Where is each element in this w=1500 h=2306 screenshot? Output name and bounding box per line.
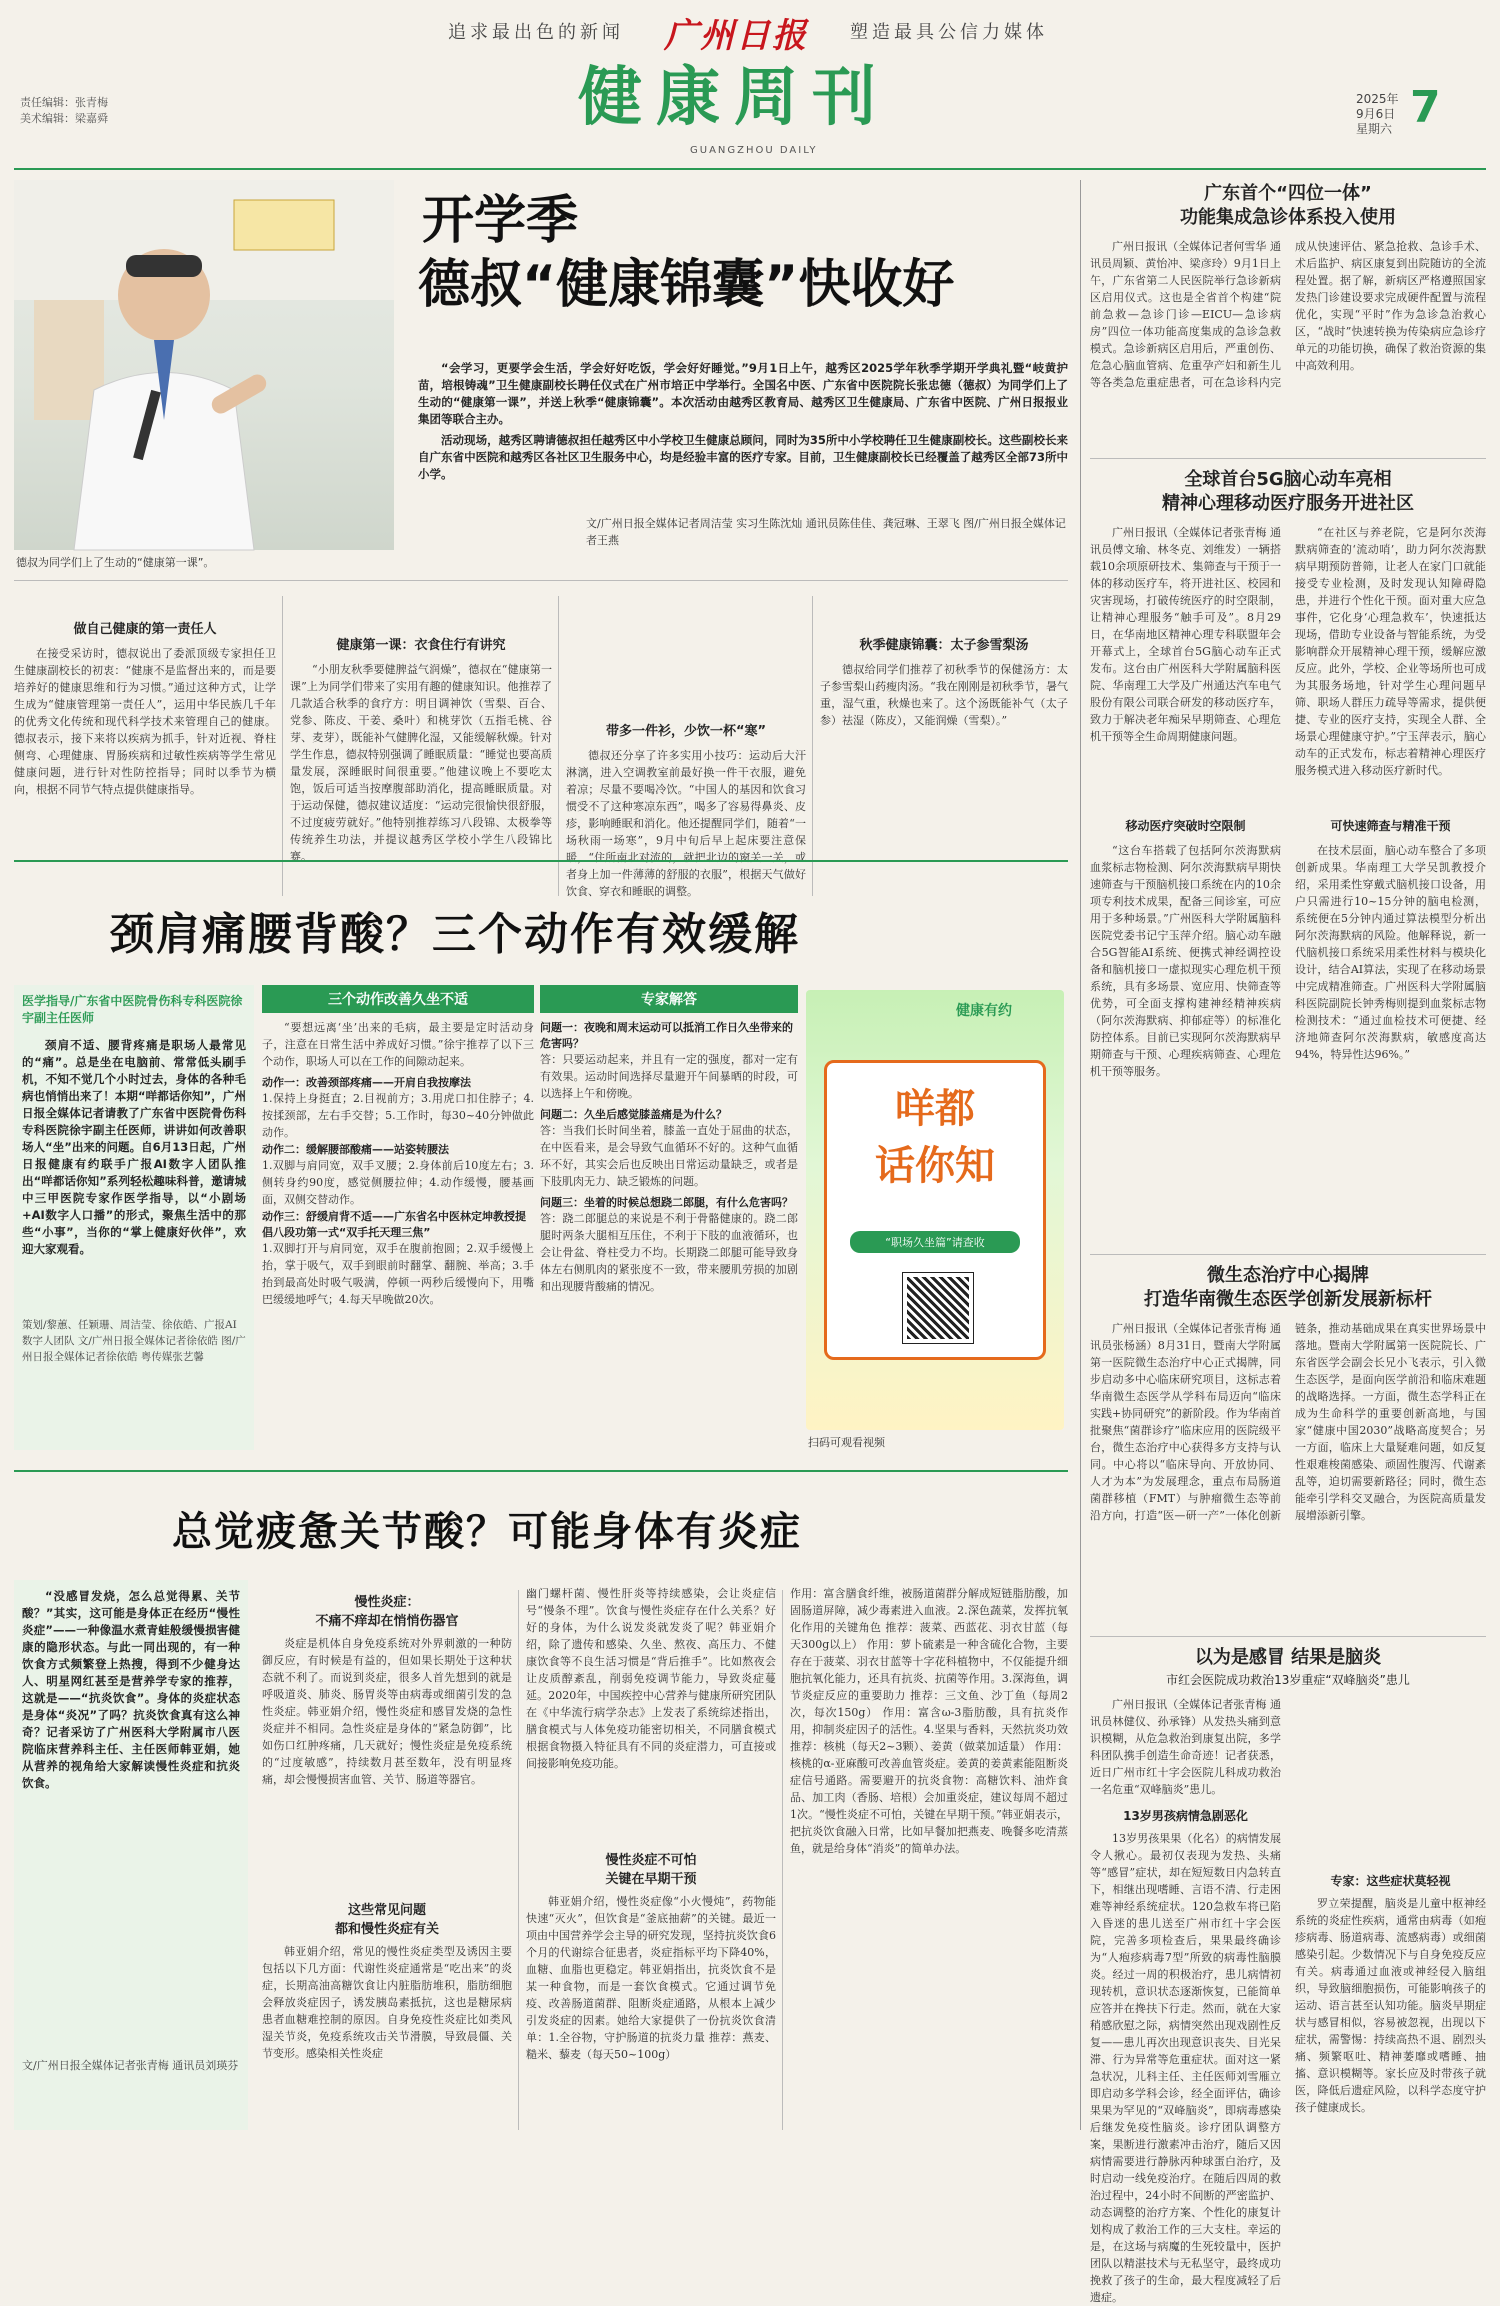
section-title: 健康周刊 xyxy=(578,60,890,135)
neck-sidebar xyxy=(14,985,254,1450)
actions-intro: “要想远离‘坐’出来的毛病，最主要是定时活动身子，注意在日常生活中养成好习惯。”徐宇推荐了以下三个动作，职场人可以在工作的间隙动起来。 xyxy=(262,1021,534,1068)
joint-col-2 xyxy=(526,1585,776,2135)
slogan-right: 塑造最具公信力媒体 xyxy=(850,22,1048,43)
speaker-illustration xyxy=(14,180,394,550)
brief-text: 广州日报讯（全媒体记者张青梅 通讯员傅文瑜、林冬克、刘维发）一辆搭载10余项原研技术、集筛查与干预于一体的移动医疗车，将开进社区、校园和灾害现场，打破传统医疗的时空限制，让精神心理服务“触手可及”。8月29日，在华南地区精神心理专科联盟年会开幕式上，全球首台5G脑心动车正式发布。这台由广州医科大学附属脑科医院、华南理工大学及广州通达汽车电气股份有限公司联合研发的移动医疗车，致力于解决老年痴呆早期筛查、心理危机干预等全生命周期健康问题。 xyxy=(1090,526,1281,743)
neck-guide: 医学指导/广东省中医院骨伤科专科医院徐宇副主任医师 xyxy=(22,994,243,1025)
brief-4 xyxy=(1090,1646,1486,2304)
joint-col-3 xyxy=(790,1585,1068,2135)
lead-section-text: 在接受采访时，德叔说出了委派顶级专家担任卫生健康副校长的初衷：“健康不是监督出来的，而是要培养好的健康思维和行为习惯。”通过这种方式，让学生成为“健康管理第一责任人”，运用中华民族几千年的优秀文化传统和现代科学技术来管理自己的健康。德叔表示，接下来将以疾病为抓手，针对近视、脊柱侧弯、心理健康、胃肠疾病和过敏性疾病等学生常见健康问题，进行针对性防控指导；同时以季节为横向，根据不同节气特点提供健康指导。 xyxy=(14,647,276,796)
poster-caption: 扫码可观看视频 xyxy=(808,1436,885,1449)
lead-section-3 xyxy=(566,590,806,898)
joint-section-head: 这些常见问题 都和慢性炎症有关 xyxy=(334,1903,439,1937)
neck-credits: 策划/黎蕙、任颖珊、周洁莹、徐依皓、广报AI数字人团队 文/广州日报全媒体记者徐依皓 图/广州日报全媒体记者徐依皓 粤传媒张艺馨 xyxy=(22,1319,246,1363)
masthead-rule xyxy=(14,168,1486,170)
poster-badge: 健康有约 xyxy=(956,1003,1012,1019)
editor-credit xyxy=(20,95,108,127)
joint-section-text: 作用：富含膳食纤维，被肠道菌群分解成短链脂肪酸，加固肠道屏障，减少毒素进入血液。2.深色蔬菜，发挥抗氧化作用的关键角色 推荐：菠菜、西蓝花、羽衣甘蓝（每天300g以上） 作用：萝卜硫素是一种含硫化合物，主要存在于菠菜、羽衣甘蓝等十字花科植物中，不仅能提升细胞抗氧化能力，还具有抗炎、抗菌等作用。3.深海鱼，调节炎症反应的重要助力 推荐：三文鱼、沙丁鱼（每周2次，每次150g） 作用：富含ω-3脂肪酸，具有抗炎作用，抑制炎症因子的活性。4.坚果与香料，天然抗炎功效 推荐：核桃（每天2~3颗）、姜黄（做菜加适量） 作用：核桃的α-亚麻酸可改善血管炎症。姜黄的姜黄素能阻断炎症信号通路。需要避开的抗炎食物：高糖饮料、油炸食品、加工肉（香肠、培根）会加重炎症，建议每周不超过1次。“慢性炎症不可怕，关键在早期干预。”韩亚娟表示，把抗炎饮食融入日常，比如早餐加把燕麦、晚餐多吃清蒸鱼，就是给身体“消炎”的简单办法。 xyxy=(790,1587,1068,1855)
joint-sidebar xyxy=(14,1580,248,2130)
joint-section-text: 韩亚娟介绍，慢性炎症像“小火慢炖”，药物能快速“灭火”，但饮食是“釜底抽薪”的关键。最近一项由中国营养学会主导的研究发现，坚持抗炎饮食6个月的代谢综合征患者，炎症指标平均下降40%，血糖、血脂也更稳定。韩亚娟指出，抗炎饮食不是某一种食物，而是一套饮食模式。它通过调节免疫、改善肠道菌群、阻断炎症通路，从根本上减少引发炎症的因素。她给大家提供了一份抗炎饮食清单：1.全谷物，守护肠道的抗炎力量 推荐：燕麦、糙米、藜麦（每天50~100g） xyxy=(526,1895,776,2061)
video-poster xyxy=(806,990,1064,1430)
neck-title: 颈肩痛腰背酸？三个动作有效缓解 xyxy=(110,909,800,960)
qa-answer: 答：跷二郎腿总的来说是不利于骨骼健康的。跷二郎腿时两条大腿相互压住，不利于下肢的血液循环，也会让骨盆、脊柱受力不均。长期跷二郎腿可能导致身体左右侧肌肉的紧张度不一致，带来腰肌劳损的加剧和出现腰背酸痛的情况。 xyxy=(540,1212,798,1293)
joint-section-head: 慢性炎症： 不痛不痒却在悄悄伤器官 xyxy=(315,1595,459,1629)
brief-2 xyxy=(1090,468,1486,1248)
brief-title-line1: 全球首台5G脑心动车亮相 xyxy=(1184,469,1392,490)
column-divider xyxy=(558,596,559,896)
action-steps: 1.双脚打开与肩同宽，双手在腹前抱圆；2.双手缓慢上抬，掌于吸气，双手到眼前时翻掌、翻腕、举高；3.手抬到最高处时吸气吸满，停顿一两秒后缓慢向下，用嘴巴缓缓地呼气；4.每天早晚做20次。 xyxy=(262,1242,534,1306)
qa-question: 问题三：坐着的时候总想跷二郎腿，有什么危害吗？ xyxy=(540,1196,793,1209)
brief-text: “在社区与养老院，它是阿尔茨海默病筛查的‘流动哨’，助力阿尔茨海默病早期预防普筛，让老人在家门口就能接受专业检测，及时发现认知障碍隐患，并进行个性化干预。面对重大应急事件，它化身‘心理急救车’，快速抵达现场，借助专业设备与智能系统，为受影响群众开展精神心理干预，缓解应激反应。此外，学校、企业等场所也可成为其服务场地，针对学生心理问题早筛、职场人群压力疏导等需求，提供便捷、专业的医疗支持，实现全人群、全场景心理健康守护。”宁玉萍表示，脑心动车的正式发布，标志着精神心理医疗服务模式进入移动医疗新时代。 xyxy=(1295,526,1486,777)
joint-section-text: 炎症是机体自身免疫系统对外界刺激的一种防御反应，有时候是有益的，但如果长期处于这种状态就不利了。而说到炎症，很多人首先想到的就是呼吸道炎、肺炎、肠胃炎等由病毒或细菌引发的急性炎症。韩亚娟介绍，慢性炎症和感冒发烧的急性炎症并不相同。急性炎症是身体的“紧急防御”，比如伤口红肿疼痛，几天就好；慢性炎症是免疫系统的“过度敏感”，持续数月甚至数年，没有明显疼痛，却会慢慢损害血管、关节、肠道等器官。 xyxy=(262,1637,512,1786)
brief-title-line1: 微生态治疗中心揭牌 xyxy=(1207,1265,1369,1286)
lead-section-head: 秋季健康锦囊：太子参雪梨汤 xyxy=(859,638,1029,653)
column-divider xyxy=(282,596,283,896)
logo-english: GUANGZHOU DAILY xyxy=(690,145,818,156)
brief-text: 广州日报讯（全媒体记者张青梅 通讯员张杨涵）8月31日，暨南大学附属第一医院微生态治疗中心正式揭牌，同步启动多中心临床研究项目，这标志着华南微生态医学从学科布局迈向“临床实践+协同研究”的新阶段。作为华南首批聚焦“菌群诊疗”临床应用的医院级平台，微生态治疗中心获得多方支持与认同。中心将以“临床导向、开放协同、人才为本”为发展理念，重点布局肠道菌群移植（FMT）与肿瘤微生态等前沿方向，打造“医—研一产”一体化创新链条，推动基础成果在真实世界场景中落地。暨南大学附属第一医院院长、广东省医学会副会长兄小飞表示，引入微生态医学，是面向医学前沿和临床难题的战略选择。一方面，微生态学科正在成为生命科学的重要创新高地，与国家“健康中国2030”战略高度契合；另一方面，临床上大量疑难问题，如反复性艰难梭菌感染、顽固性腹泻、代谢紊乱等，迫切需要新路径；同时，微生态能牵引学科交叉融合，为医院高质量发展增添新引擎。 xyxy=(1090,1322,1486,1522)
brief-title-line2: 打造华南微生态医学创新发展新标杆 xyxy=(1144,1289,1432,1310)
actions-column xyxy=(262,985,534,1450)
brief-divider xyxy=(1090,458,1486,459)
column-divider xyxy=(518,1590,519,2130)
lead-title-line1: 开学季 xyxy=(422,191,579,251)
lead-section-2 xyxy=(290,590,552,895)
lead-byline: 文/广州日报全媒体记者周洁莹 实习生陈沈灿 通讯员陈佳佳、龚冠琳、王翠飞 图/广州日报全媒体记者王燕 xyxy=(586,517,1066,547)
brief-divider xyxy=(1090,1254,1486,1255)
lead-section-text: “小朋友秋季要健脾益气润燥”，德叔在“健康第一课”上为同学们带来了实用有趣的健康知识。他推荐了几款适合秋季的食疗方：明目调神饮（雪梨、百合、党参、陈皮、干姜、桑叶）和桃芽饮（五指毛桃、谷芽、麦芽），既能补气健脾化湿，又能缓解秋燥。针对学生作息，德叔特别强调了睡眠质量：“睡觉也要高质量发展，深睡眠时间很重要。”他建议晚上不要吃太饱，饭后可适当按摩腹部助消化，提高睡眠质量。对于运动保健，德叔建议适度：“运动完很愉快很舒服，不过度疲劳就好。”他特别推荐练习八段锦、太极拳等传统养生功法，并提议越秀区学校小学生八段锦比赛。 xyxy=(290,663,552,863)
column-divider xyxy=(782,1590,783,2130)
brief-text: 13岁男孩果果（化名）的病情发展令人揪心。最初仅表现为发热、头痛等“感冒”症状，却在短短数日内急转直下，相继出现嗜睡、言语不清、行走困难等神经系统症状。120急救车将已陷入昏迷的患儿送至广州市红十字会医院，完善多项检查后，果果最终确诊为“人疱疹病毒7型”所致的病毒性脑膜炎。经过一周的积极治疗，患儿病情初现转机，意识状态逐渐恢复，已能简单应答并在搀扶下行走。然而，就在大家稍感欣慰之际，病情突然出现戏剧性反复——患儿再次出现意识丧失、目光呆滞、行为异常等危重症状。面对这一紧急状况，儿科主任、主任医师刘雪雁立即启动多学科会诊，经全面评估，确诊果果为罕见的“双峰脑炎”，即病毒感染后继发免疫性脑炎。诊疗团队调整方案，果断进行激素冲击治疗，随后又因病情需要进行静脉丙种球蛋白治疗，及时启动一线免疫治疗。在随后四周的救治过程中，24小时不间断的严密监护、动态调整的治疗方案、个性化的康复计划构成了救治工作的三大支柱。幸运的是，在这场与病魔的生死较量中，医护团队以精湛技术与无私坚守，最终成功挽救了孩子的生命，最大程度减轻了后遗症。 xyxy=(1090,1832,1281,2304)
date-weekday: 星期六 xyxy=(1356,122,1393,136)
lead-intro-p1: “会学习，更要学会生活，学会好好吃饭，学会好好睡觉。”9月1日上午，越秀区2025学年秋季学期开学典礼暨“岐黄护苗，培根铸魂”卫生健康副校长聘任仪式在广州市培正中学举行。全国名中医、广东省中医院院长张忠德（德叔）为同学们上了生动的“健康第一课”，并送上秋季“健康锦囊”。本次活动由越秀区教育局、越秀区卫生健康局、广东省中医院、广州日报报业集团等联合主办。 xyxy=(418,361,1068,426)
qa-answer: 答：当我们长时间坐着，膝盖一直处于屈曲的状态，在中医看来，是会导致气血循环不好的。这种气血循环不好，其实会后也反映出日常运动量缺乏，或者是下肢肌肉无力、缺乏锻炼的问题。 xyxy=(540,1124,798,1188)
brief-divider xyxy=(1090,1636,1486,1637)
editor-line: 责任编辑：张青梅 xyxy=(20,96,108,109)
joint-col-1 xyxy=(262,1585,512,2135)
joint-section-text: 韩亚娟介绍，常见的慢性炎症类型及诱因主要包括以下几方面：代谢性炎症通常是“吃出来”的炎症，长期高油高糖饮食让内脏脂肪堆积，脂肪细胞会释放炎症因子，诱发胰岛素抵抗，这也是糖尿病患者血糖难控制的原因。自身免疫性炎症比如类风湿关节炎，免疫系统攻击关节滑膜，导致晨僵、关节变形。感染相关性炎症 xyxy=(262,1945,512,2060)
photo-caption: 德叔为同学们上了生动的“健康第一课”。 xyxy=(16,556,215,569)
brief-title-line2: 功能集成急诊体系投入使用 xyxy=(1180,207,1396,228)
qa-answer: 答：只要运动起来，并且有一定的强度，都对一定有有效果。运动时间选择尽量避开午间暴晒的时段，可以选择上午和傍晚。 xyxy=(540,1053,798,1100)
brief-body xyxy=(1090,1696,1486,2304)
lead-title xyxy=(418,190,954,318)
brief-text: 在技术层面，脑心动车整合了多项创新成果。华南理工大学吴凯教授介绍，采用柔性穿戴式脑机接口设备，用户只需进行10~15分钟的脑电检测，系统便在5分钟内通过算法模型分析出阿尔茨海默病的风险。他解释说，新一代脑机接口系统采用柔性材料与模块化设计，结合AI算法，实现了在移动场景中完成精准筛查。广州医科大学附属脑科医院副院长钟秀梅则提到血浆标志物检测技术：“通过血检技术可便捷、经济地筛查阿尔茨海默病，敏感度高达94%，特异性达96%。” xyxy=(1295,844,1486,1061)
brief-title-line2: 市红会医院成功救治13岁重症“双峰脑炎”患儿 xyxy=(1166,1673,1410,1687)
editor-line: 美术编辑：梁嘉舜 xyxy=(20,112,108,125)
brief-text: “这台车搭载了包括阿尔茨海默病血浆标志物检测、阿尔茨海默病早期快速筛查与干预脑机接口系统在内的10余项专利技术成果，配备三间诊室，可应用于多种场景。”广州医科大学附属脑科医院党委书记宁玉萍介绍。脑心动车融合5G智能AI系统、便携式神经调控设备和脑机接口一虚拟现实心理危机干预系统，具有多场景、宽应用、快筛查等优势，可全面支撑构建神经精神疾病（阿尔茨海默病、抑郁症等）的标准化防控体系。目前已实现阿尔茨海默病早期筛查与干预、心理疾病筛查、心理危机干预等服务。 xyxy=(1090,844,1281,1078)
poster-tablet xyxy=(824,1060,1046,1360)
qr-code xyxy=(903,1273,973,1343)
brief-body xyxy=(1090,524,1486,1212)
action-title: 动作二：缓解腰部酸痛——站姿转腰法 xyxy=(262,1143,449,1156)
lead-section-head: 做自己健康的第一责任人 xyxy=(73,622,217,637)
lead-section-text: 德叔给同学们推荐了初秋季节的保健汤方：太子参雪梨山药瘦肉汤。“我在刚刚是初秋季节，暑气重，湿气重，秋燥也来了。这个汤既能补气（太子参）祛湿（陈皮），又能润燥（雪梨）。” xyxy=(820,663,1068,727)
brief-text: 罗立荣提醒，脑炎是儿童中枢神经系统的炎症性疾病，通常由病毒（如疱疹病毒、肠道病毒、流感病毒）或细菌感染引起。少数情况下与自身免疫反应有关。病毒通过血液或神经侵入脑组织，导致脑细胞损伤，可能影响孩子的运动、语言甚至认知功能。脑炎早期症状与感冒相似，容易被忽视，出现以下症状，需警惕：持续高热不退、剧烈头痛、频繁呕吐、精神萎靡或嗜睡、抽搐、意识模糊等。家长应及时带孩子就医，降低后遗症风险，以科学态度守护孩子健康成长。 xyxy=(1295,1897,1486,2114)
brief-title-line1: 广东首个“四位一体” xyxy=(1204,183,1372,204)
brief-3 xyxy=(1090,1264,1486,1522)
brief-text: 广州日报讯（全媒体记者何雪华 通讯员周颖、黄怡冲、梁彦玲）9月1日上午，广东省第二人民医院举行急诊新病区启用仪式。这也是全省首个构建“院前急救—急诊门诊—EICU—急诊病房”四位一体功能高度集成的急诊急救模式。急诊新病区启用后，严重创伤、危急心脑血管病、危重孕产妇和新生儿等各类急危重症患者，可在急诊科内完成从快速评估、紧急抢救、急诊手术、术后监护、病区康复到出院随访的全流程处置。据了解，新病区严格遵照国家发热门诊建设要求完成硬件配置与流程优化，实现“平时”作为急诊急治救心区，“战时”快速转换为传染病应急诊疗单元的功能切换，确保了救治资源的集中高效利用。 xyxy=(1090,240,1486,389)
qa-question: 问题一：夜晚和周末运动可以抵消工作日久坐带来的危害吗？ xyxy=(540,1021,793,1050)
brief-subhead: 13岁男孩病情急剧恶化 xyxy=(1123,1809,1248,1823)
action-steps: 1.双脚与肩同宽，双手叉腰；2.身体前后10度左右；3.侧转身约90度，感觉侧腰拉伸；4.动作缓慢，腰基画面，双侧交替动作。 xyxy=(262,1159,534,1206)
joint-title: 总觉疲惫关节酸？可能身体有炎症 xyxy=(172,1508,802,1555)
date-year: 2025年 xyxy=(1356,92,1399,106)
poster-subtitle: “职场久坐篇”请查收 xyxy=(850,1231,1020,1253)
poster-title: 话你知 xyxy=(875,1143,995,1189)
date-day: 9月6日 xyxy=(1356,107,1396,121)
brief-title-line2: 精神心理移动医疗服务开进社区 xyxy=(1162,493,1414,514)
right-column-divider xyxy=(1080,180,1081,2130)
qa-column xyxy=(540,985,798,1450)
page-number: 7 xyxy=(1410,82,1441,133)
neck-intro: 颈肩不适、腰背疼痛是职场人最常见的“痛”。总是坐在电脑前、常常低头刷手机，不知不觉几个小时过去，身体的各种毛病也悄悄出来了！本期“咩都话你知”，广州日报全媒体记者请教了广东省中医院骨伤科专科医院徐宇副主任医师，讲讲如何改善职场人“坐”出来的问题。自6月13日起，广州日报健康有约联手广报AI数字人团队推出“咩都话你知”系列轻松趣味科普，邀请城中三甲医院专家作医学指导，以“小剧场+AI数字人口播”的形式，聚焦生活中的那些“小事”，当你的“掌上健康好伙伴”，欢迎大家观看。 xyxy=(22,1038,246,1256)
lead-section-head: 健康第一课：衣食住行有讲究 xyxy=(336,638,506,653)
joint-section-text: 幽门螺杆菌、慢性肝炎等持续感染，会让炎症信号“慢条不理”。饮食与慢性炎症存在什么关系？好好的身体，为什么说发炎就发炎了呢？韩亚娟介绍，除了遗传和感染、久坐、熬夜、高压力、不健康饮食等不良生活习惯是“背后推手”。比如熬夜会让皮质醇紊乱，削弱免疫调节能力，导致炎症蔓延。2020年，中国疾控中心营养与健康所研究团队在《中华流行病学杂志》上发表了系统综述指出，膳食模式与人体免疫功能密切相关，不同膳食模式根据食物摄入特征具有不同的炎症潜力，可直接或间接影响免疫功能。 xyxy=(526,1587,776,1770)
action-steps: 1.保持上身挺直；2.目视前方；3.用虎口扣住脖子；4.按揉颈部，左右手交替；5.工作时，每30~40分钟做此动作。 xyxy=(262,1092,534,1139)
lead-divider xyxy=(14,580,1068,581)
poster-title: 咩都 xyxy=(895,1086,975,1132)
brief-subhead: 可快速筛查与精准干预 xyxy=(1330,819,1451,833)
lead-section-head: 带多一件衫，少饮一杯“寒” xyxy=(605,724,767,739)
lead-photo xyxy=(14,180,394,550)
lead-section-4 xyxy=(820,590,1068,895)
lead-intro-p2: 活动现场，越秀区聘请德叔担任越秀区中小学校卫生健康总顾问，同时为35所中小学校聘任卫生健康副校长。这些副校长来自广东省中医院和越秀区各社区卫生服务中心，均是经验丰富的医疗专家。目前，卫生健康副校长已经覆盖了越秀区全部73所中小学。 xyxy=(418,433,1068,481)
lead-title-line2: 德叔“健康锦囊”快收好 xyxy=(418,255,955,315)
action-title: 动作一：改善颈部疼痛——开肩自我按摩法 xyxy=(262,1076,471,1089)
qa-header: 专家解答 xyxy=(540,985,798,1013)
joint-byline: 文/广州日报全媒体记者张青梅 通讯员刘瑛芬 xyxy=(22,2059,239,2072)
brief-1 xyxy=(1090,182,1486,452)
lead-section-text: 德叔还分享了许多实用小技巧：运动后大汗淋漓，进入空调教室前最好换一件干衣服，避免着凉；尽量不要喝冷饮。“中国人的基因和饮食习惯受不了这种寒凉东西”，喝多了容易得鼻炎、皮疹，影响睡眠和消化。他还提醒同学们，随着“一场秋雨一场寒”，9月中旬后早上起床要注意保暖，“住所南北对流的，就把北边的窗关一关，或者身上加一件薄薄的舒服的衣服”，根据天气做好饮食、穿衣和睡眠的调整。 xyxy=(566,749,806,898)
brief-title-line1: 以为是感冒 结果是脑炎 xyxy=(1194,1647,1382,1668)
actions-header: 三个动作改善久坐不适 xyxy=(262,985,534,1013)
joint-story-frame xyxy=(14,1470,1068,1472)
lead-section-1 xyxy=(14,590,276,895)
joint-intro: “没感冒发烧，怎么总觉得累、关节酸？”其实，这可能是身体正在经历“慢性炎症”——一种像温水煮青蛙般缓慢损害健康的隐形状态。与此一同出现的，有一种饮食方式频繁登上热搜，得到不少健身达人、明星网红甚至是营养学专家的推荐，这就是——“抗炎饮食”。身体的炎症状态是身体“炎况”了吗？抗炎饮食真有这么神奇？记者采访了广州医科大学附属市八医院临床营养科主任、主任医师韩亚娟，她从营养的视角给大家解读慢性炎症和抗炎饮食。 xyxy=(22,1589,240,1790)
joint-section-head: 慢性炎症不可怕 关键在早期干预 xyxy=(605,1853,697,1887)
brief-subhead: 专家：这些症状莫轻视 xyxy=(1330,1874,1451,1888)
column-divider xyxy=(812,596,813,896)
lead-intro xyxy=(418,360,1068,483)
qa-question: 问题二：久坐后感觉膝盖痛是为什么？ xyxy=(540,1108,727,1121)
brief-text: 广州日报讯（全媒体记者张青梅 通讯员林健仪、孙承锋）从发热头痛到意识模糊，从危急救治到康复出院，多学科团队携手创造生命奇迹！记者获悉，近日广州市红十字会医院儿科成功救治一名危重“双峰脑炎”患儿。 xyxy=(1090,1698,1281,1796)
newspaper-logo: 广州日报 xyxy=(664,16,808,56)
brief-subhead: 移动医疗突破时空限制 xyxy=(1125,819,1246,833)
issue-date xyxy=(1356,92,1399,137)
action-title: 动作三：舒缓肩背不适——广东省名中医林定坤教授提倡八段功第一式“双手托天理三焦” xyxy=(262,1210,526,1239)
slogan-left: 追求最出色的新闻 xyxy=(448,22,624,43)
